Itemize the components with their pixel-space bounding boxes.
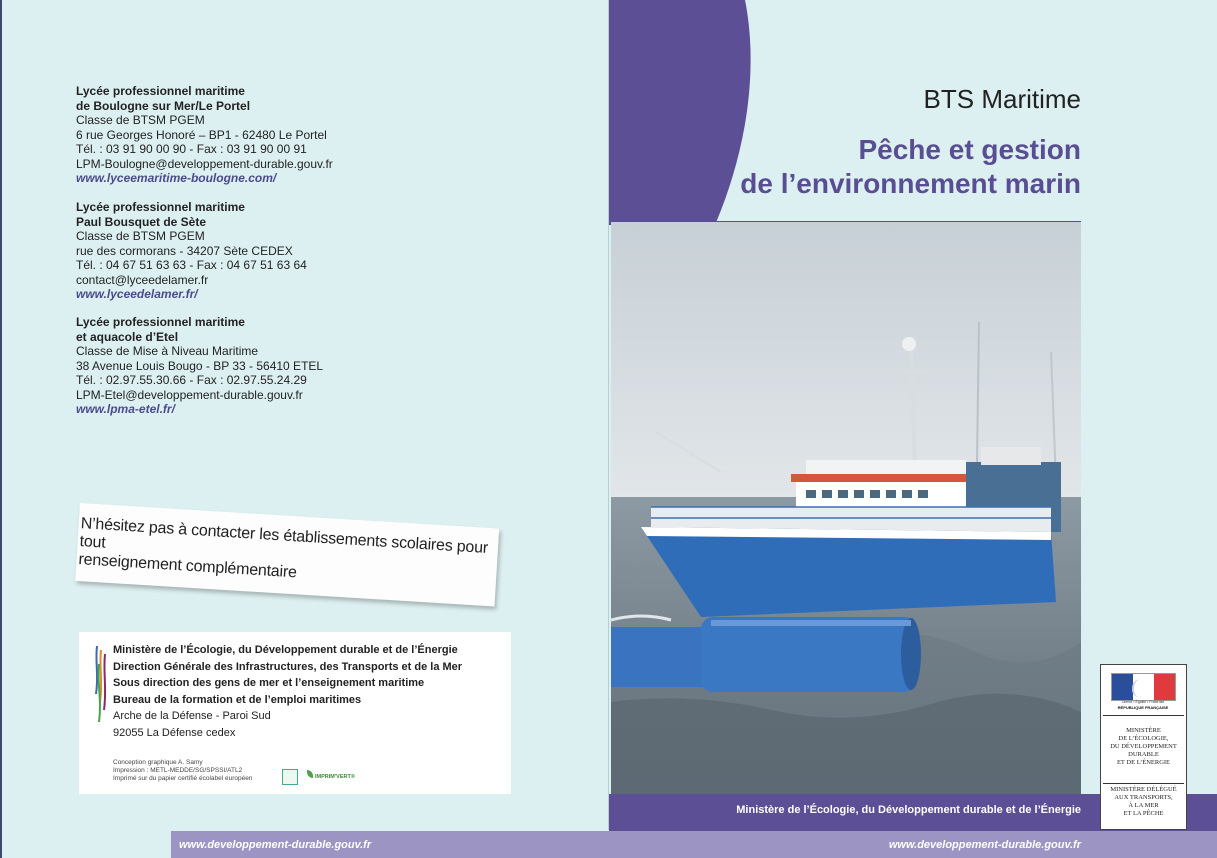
school-phone: Tél. : 04 67 51 63 63 - Fax : 04 67 51 63 64 [76, 258, 307, 272]
school-email[interactable]: LPM-Boulogne@developpement-durable.gouv.fr [76, 156, 333, 171]
gov-ministry-line: DU DÉVELOPPEMENT [1110, 743, 1177, 750]
school-name: et aquacole d’Etel [76, 329, 179, 344]
gov-ministry-name [1103, 727, 1184, 767]
gov-delegate-line: MINISTÈRE DÉLÉGUÉ [1110, 786, 1177, 793]
school-boulogne [76, 84, 333, 186]
school-class: Classe de BTSM PGEM [76, 113, 205, 127]
note-line: N’hésitez pas à contacter les établissements scolaires pour tout [79, 515, 489, 557]
ministry-name: Ministère de l’Écologie, du Développement durable et de l’Énergie [113, 644, 458, 656]
divider [1103, 715, 1184, 716]
ministry-lines [113, 642, 462, 741]
school-website-link[interactable]: www.lyceemaritime-boulogne.com/ [76, 171, 277, 185]
cover-subtitle: BTS Maritime [923, 84, 1081, 114]
cover-title-line: Pêche et gestion [858, 134, 1081, 165]
school-name: Lycée professionnel maritime [76, 315, 245, 329]
school-class: Classe de Mise à Niveau Maritime [76, 344, 259, 358]
ministry-footer-text: Ministère de l’Écologie, du Développement durable et de l’Énergie [736, 804, 1081, 816]
gov-ministry-line: DURABLE [1128, 751, 1159, 758]
republic-motto: Liberté • Égalité • Fraternité [1121, 700, 1165, 704]
gov-delegate-line: À LA MER [1128, 802, 1159, 809]
ministry-logo-icon [93, 644, 109, 724]
contact-note-text [76, 515, 491, 594]
school-phone: Tél. : 03 91 90 00 90 - Fax : 03 91 90 00 91 [76, 142, 307, 156]
website-link-left[interactable]: www.developpement-durable.gouv.fr [179, 839, 372, 851]
website-link-right[interactable]: www.developpement-durable.gouv.fr [888, 839, 1081, 851]
school-address: 38 Avenue Louis Bougo - BP 33 - 56410 ETEL [76, 358, 324, 373]
direction-name: Direction Générale des Infrastructures, des Transports et de la Mer [113, 660, 463, 673]
leaf-icon [307, 770, 313, 778]
cover-title [740, 133, 1081, 201]
ministry-address-line: Arche de la Défense - Paroi Sud [113, 710, 271, 722]
ecolabel-icon [282, 769, 298, 785]
note-line: renseignement complémentaire [78, 551, 298, 582]
school-name: de Boulogne sur Mer/Le Portel [76, 98, 251, 113]
school-class: Classe de BTSM PGEM [76, 229, 205, 243]
government-logo-card [1100, 664, 1187, 830]
credit-line: Imprimé sur du papier certifié écolabel européen [113, 775, 253, 782]
cover-title-line: de l’environnement marin [740, 168, 1081, 199]
school-website-link[interactable]: www.lpma-etel.fr/ [76, 402, 175, 416]
school-sete [76, 200, 307, 302]
sub-direction-name: Sous direction des gens de mer et l’enseignement maritime [113, 677, 425, 689]
school-name: Lycée professionnel maritime [76, 200, 245, 214]
bureau-name: Bureau de la formation et de l’emploi maritimes [113, 693, 362, 706]
gov-delegate-ministry [1103, 786, 1184, 818]
credit-line: Impression : METL-MEDDE/SG/SPSSI/ATL2 [113, 767, 243, 774]
ministry-address-line: 92055 La Défense cedex [113, 726, 236, 739]
school-name: Paul Bousquet de Sète [76, 214, 207, 229]
republic-name: RÉPUBLIQUE FRANÇAISE [1117, 705, 1169, 710]
url-footer-band [171, 831, 1217, 858]
imprimvert-label: IMPRIM'VERT® [315, 774, 355, 780]
gov-ministry-line: MINISTÈRE [1126, 727, 1161, 734]
gov-ministry-line: DE L’ÉCOLOGIE, [1118, 735, 1169, 742]
ministry-address-box [79, 632, 511, 794]
trawler-photo [611, 221, 1081, 794]
divider [1103, 783, 1184, 784]
school-website-link[interactable]: www.lyceedelamer.fr/ [76, 287, 198, 301]
school-address: 6 rue Georges Honoré – BP1 - 62480 Le Portel [76, 127, 327, 142]
credit-line: Conception graphique A. Samy [113, 759, 203, 766]
left-edge-line [0, 0, 2, 858]
school-email[interactable]: contact@lyceedelamer.fr [76, 272, 209, 287]
gov-delegate-line: ET LA PÊCHE [1123, 810, 1164, 817]
gov-delegate-line: AUX TRANSPORTS, [1114, 794, 1173, 801]
gov-ministry-line: ET DE L’ÉNERGIE [1116, 759, 1171, 766]
print-credits [113, 759, 252, 783]
school-phone: Tél. : 02.97.55.30.66 - Fax : 02.97.55.24.29 [76, 373, 307, 387]
marianne-flag-icon [1111, 673, 1176, 701]
school-etel [76, 315, 323, 417]
school-email[interactable]: LPM-Etel@developpement-durable.gouv.fr [76, 387, 303, 402]
school-name: Lycée professionnel maritime [76, 84, 245, 98]
school-address: rue des cormorans - 34207 Sète CEDEX [76, 243, 293, 258]
